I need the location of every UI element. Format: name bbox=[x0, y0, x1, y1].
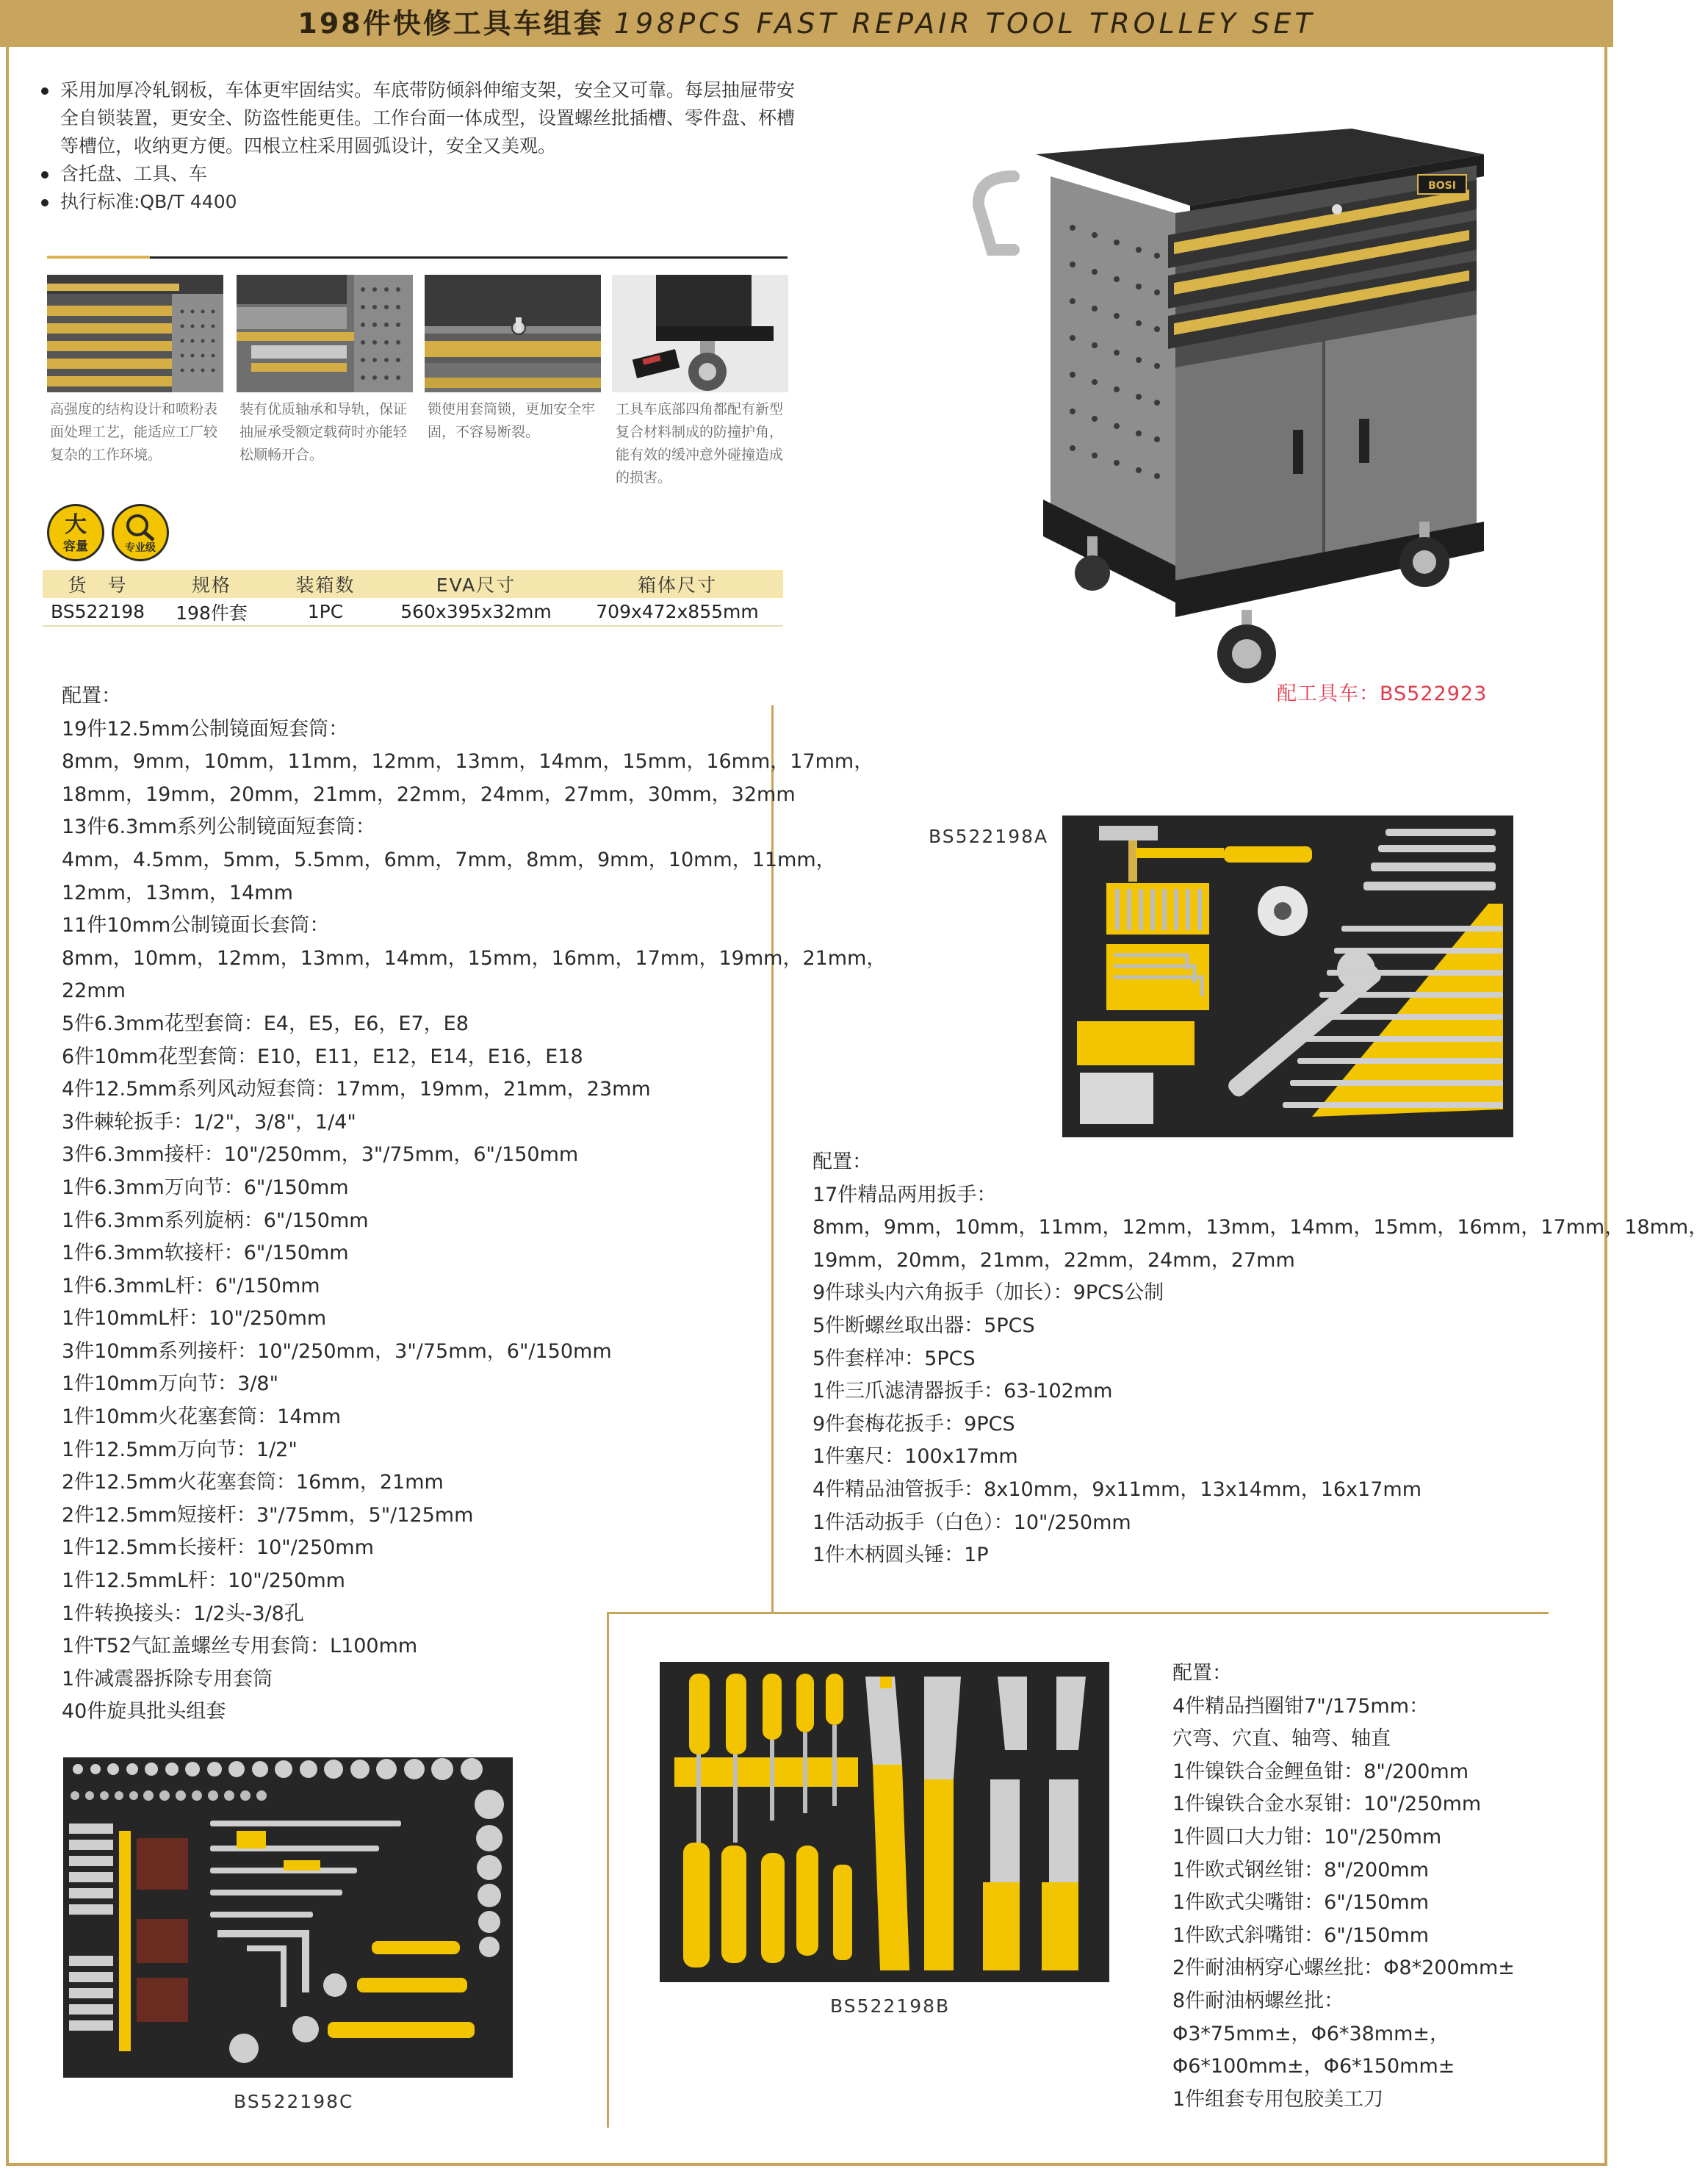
config-line: 8件耐油柄螺丝批： bbox=[1172, 1989, 1344, 2012]
config-line: 1件镍铁合金水泵钳：10"/250mm bbox=[1172, 1793, 1482, 1816]
config-line: 1件三爪滤清器扳手：63-102mm bbox=[812, 1380, 1113, 1403]
feature-image-structure bbox=[47, 275, 223, 392]
config-line: 1件活动扳手（白色）：10"/250mm bbox=[812, 1511, 1131, 1534]
config-line: 22mm bbox=[62, 979, 126, 1003]
column-header: 箱体尺寸 bbox=[572, 570, 783, 598]
feature-caption: 装有优质轴承和导轨，保证抽屉承受额定载荷时亦能轻松顺畅开合。 bbox=[239, 401, 408, 463]
config-line: 40件旋具批头组套 bbox=[62, 1700, 226, 1724]
feature-caption: 高强度的结构设计和喷粉表面处理工艺，能适应工厂较复杂的工作环境。 bbox=[50, 401, 218, 463]
trolley-brand-logo: BOSI bbox=[1428, 180, 1456, 192]
tray-b-config bbox=[1172, 1657, 1515, 2116]
config-line: 1件6.3mm系列旋柄：6"/150mm bbox=[62, 1209, 369, 1232]
bullet-item: 采用加厚冷轧钢板，车体更牢固结实。车底带防倾斜伸缩支架，安全又可靠。每层抽屉带安全自锁装置，更安全、防盗性能更佳。工作台面一体成型，设置螺丝批插槽、零件盘、杯槽等槽位，收纳更方便。四根立柱采用圆弧设计，安全又美观。 bbox=[38, 76, 795, 160]
config-line: 19件12.5mm公制镜面短套筒： bbox=[62, 717, 349, 741]
config-line: 17件精品两用扳手： bbox=[812, 1183, 997, 1206]
config-line: Φ6*100mm±，Φ6*150mm± bbox=[1172, 2055, 1455, 2078]
config-line: 18mm，19mm，20mm，21mm，22mm，24mm，27mm，30mm，32mm bbox=[62, 782, 796, 806]
config-line: 1件木柄圆头锤：1P bbox=[812, 1544, 989, 1567]
config-line: 1件圆口大力钳：10"/250mm bbox=[1172, 1825, 1442, 1848]
config-line: 1件6.3mmL杆：6"/150mm bbox=[62, 1274, 320, 1297]
config-line: 1件12.5mm长接杆：10"/250mm bbox=[62, 1536, 374, 1560]
config-line: 1件10mmL杆：10"/250mm bbox=[62, 1307, 327, 1331]
feature-image-wheel bbox=[612, 275, 788, 392]
divider-accent bbox=[47, 256, 150, 259]
table-cell: 1PC bbox=[270, 598, 381, 626]
config-line: 1件欧式尖嘴钳：6"/150mm bbox=[1172, 1891, 1430, 1915]
table-cell: 560x395x32mm bbox=[381, 598, 572, 626]
config-line: 1件欧式钢丝钳：8"/200mm bbox=[1172, 1858, 1430, 1882]
config-line: 配置： bbox=[1172, 1662, 1232, 1685]
badge-capacity-big: 大 bbox=[65, 512, 87, 538]
tray-b-image bbox=[660, 1662, 1109, 1982]
config-line: 6件10mm花型套筒：E10，E11，E12，E14，E16，E18 bbox=[62, 1045, 583, 1068]
config-main bbox=[62, 680, 886, 1729]
column-header: 装箱数 bbox=[270, 570, 381, 598]
feature-image-drawer-slide bbox=[237, 275, 413, 392]
config-line: 3件6.3mm接杆：10"/250mm，3"/75mm，6"/150mm bbox=[62, 1143, 579, 1167]
config-line: 1件10mm万向节：3/8" bbox=[62, 1372, 279, 1396]
tray-a-image bbox=[1062, 816, 1513, 1137]
config-line: 1件12.5mmL杆：10"/250mm bbox=[62, 1569, 345, 1593]
tray-a-config bbox=[812, 1146, 1708, 1572]
config-line: 5件断螺丝取出器：5PCS bbox=[812, 1314, 1035, 1337]
config-line: 4mm，4.5mm，5mm，5.5mm，6mm，7mm，8mm，9mm，10mm，11mm， bbox=[62, 848, 836, 871]
config-line: 5件6.3mm花型套筒：E4，E5，E6，E7，E8 bbox=[62, 1012, 469, 1035]
config-line: 1件12.5mm万向节：1/2" bbox=[62, 1438, 298, 1461]
feature-caption: 锁使用套筒锁，更加安全牢固，不容易断裂。 bbox=[428, 401, 596, 440]
config-line: 12mm，13mm，14mm bbox=[62, 881, 293, 904]
config-line: 19mm，20mm，21mm，22mm，24mm，27mm bbox=[812, 1248, 1295, 1272]
config-line: 8mm，9mm，10mm，11mm，12mm，13mm，14mm，15mm，16mm，17mm， bbox=[62, 750, 874, 774]
config-line: 1件10mm火花塞套筒：14mm bbox=[62, 1405, 342, 1429]
config-line: 4件精品挡圈钳7"/175mm： bbox=[1172, 1694, 1430, 1718]
config-line: 9件套梅花扳手：9PCS bbox=[812, 1412, 1015, 1436]
table-header-row bbox=[43, 570, 783, 598]
config-line: 1件6.3mm软接杆：6"/150mm bbox=[62, 1242, 349, 1265]
divider-line bbox=[150, 256, 788, 259]
table-row bbox=[43, 598, 783, 626]
spec-table bbox=[43, 570, 783, 627]
config-line: 1件镍铁合金鲤鱼钳：8"/200mm bbox=[1172, 1760, 1469, 1783]
tray-c-image bbox=[63, 1757, 513, 2078]
config-line: 8mm，10mm，12mm，13mm，14mm，15mm，16mm，17mm，19mm，21mm， bbox=[62, 946, 887, 970]
tray-a-code: BS522198A bbox=[929, 826, 1049, 847]
config-line: 配置： bbox=[812, 1151, 872, 1173]
tray-b-code: BS522198B bbox=[830, 1995, 951, 2017]
config-line: 2件12.5mm火花塞套筒：16mm，21mm bbox=[62, 1471, 444, 1494]
table-cell: BS522198 bbox=[43, 598, 153, 626]
column-header: 货 号 bbox=[43, 570, 153, 598]
config-line: 4件12.5mm系列风动短套筒：17mm，19mm，21mm，23mm bbox=[62, 1078, 651, 1101]
config-line: 13件6.3mm系列公制镜面短套筒： bbox=[62, 816, 375, 839]
config-line: 配置： bbox=[62, 685, 121, 708]
config-line: 1件欧式斜嘴钳：6"/150mm bbox=[1172, 1923, 1430, 1947]
page-title bbox=[0, 0, 1613, 47]
bullet-item: 执行标准:QB/T 4400 bbox=[38, 188, 795, 216]
config-line: 2件耐油柄穿心螺丝批：Φ8*200mm± bbox=[1172, 1956, 1515, 1980]
config-line: Φ3*75mm±，Φ6*38mm±， bbox=[1172, 2022, 1450, 2045]
tray-c-code: BS522198C bbox=[234, 2091, 354, 2112]
config-line: 4件精品油管扳手：8x10mm，9x11mm，13x14mm，16x17mm bbox=[812, 1477, 1421, 1501]
feature-image-lock bbox=[425, 275, 601, 392]
badge-capacity-small: 容量 bbox=[63, 539, 88, 554]
config-line: 3件10mm系列接杆：10"/250mm，3"/75mm，6"/150mm bbox=[62, 1339, 612, 1363]
badge-professional bbox=[112, 504, 169, 561]
config-line: 1件组套专用包胶美工刀 bbox=[1172, 2087, 1384, 2111]
badge-pro-small: 专业级 bbox=[125, 542, 156, 554]
title-en: 198PCS FAST REPAIR TOOL TROLLEY SET bbox=[613, 7, 1316, 40]
table-cell: 198件套 bbox=[153, 598, 270, 626]
badge-capacity bbox=[47, 504, 104, 561]
intro-bullets bbox=[38, 76, 795, 216]
config-line: 2件12.5mm短接杆：3"/75mm，5"/125mm bbox=[62, 1503, 474, 1527]
config-line: 1件减震器拆除专用套筒 bbox=[62, 1667, 273, 1691]
config-line: 3件棘轮扳手：1/2"，3/8"，1/4" bbox=[62, 1110, 356, 1134]
config-line: 1件6.3mm万向节：6"/150mm bbox=[62, 1175, 349, 1199]
column-header: 规格 bbox=[153, 570, 270, 598]
config-line: 11件10mm公制镜面长套筒： bbox=[62, 914, 330, 937]
config-line: 1件T52气缸盖螺丝专用套筒：L100mm bbox=[62, 1635, 418, 1658]
magnifier-icon bbox=[114, 509, 167, 543]
bullet-item: 含托盘、工具、车 bbox=[38, 160, 795, 188]
config-line: 1件转换接头：1/2头-3/8孔 bbox=[62, 1602, 304, 1625]
title-cn: 198件快修工具车组套 bbox=[298, 7, 604, 40]
config-line: 5件套样冲：5PCS bbox=[812, 1347, 976, 1370]
trolley-caption: 配工具车：BS522923 bbox=[1277, 683, 1488, 705]
config-line: 1件塞尺：100x17mm bbox=[812, 1445, 1018, 1469]
config-line: 8mm，9mm，10mm，11mm，12mm，13mm，14mm，15mm，16mm，17mm，18mm， bbox=[812, 1216, 1708, 1239]
config-line: 9件球头内六角扳手（加长）：9PCS公制 bbox=[812, 1281, 1164, 1305]
table-cell: 709x472x855mm bbox=[572, 598, 783, 626]
feature-caption: 工具车底部四角都配有新型复合材料制成的防撞护角，能有效的缓冲意外碰撞造成的损害。 bbox=[616, 401, 784, 486]
trolley-image bbox=[970, 125, 1491, 698]
column-header: EVA尺寸 bbox=[381, 570, 572, 598]
config-line: 穴弯、穴直、轴弯、轴直 bbox=[1172, 1727, 1391, 1751]
